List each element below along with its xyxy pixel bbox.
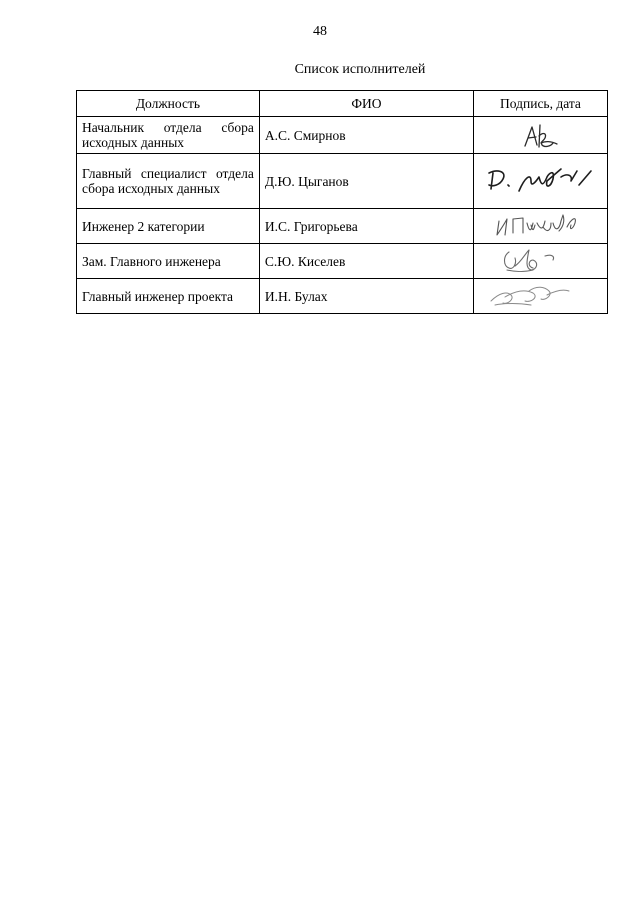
signature-image: [481, 163, 599, 199]
position-cell: Инженер 2 категории: [77, 209, 260, 244]
name-cell: И.С. Григорьева: [259, 209, 473, 244]
signature-image: [485, 211, 595, 241]
header-position: Должность: [77, 91, 260, 117]
table-row: [77, 117, 608, 154]
header-name: ФИО: [259, 91, 473, 117]
signature-image: [485, 281, 595, 311]
table-row: [77, 209, 608, 244]
table-row: [77, 279, 608, 314]
signature-cell: [473, 154, 607, 209]
signature-image: [485, 119, 595, 151]
position-cell: Зам. Главного инженера: [77, 244, 260, 279]
table-header-row: [77, 91, 608, 117]
position-cell: Главный специалист отдела сбора исходных данных: [77, 154, 260, 209]
signature-cell: [473, 209, 607, 244]
page-number: 48: [313, 24, 327, 39]
name-cell: Д.Ю. Цыганов: [259, 154, 473, 209]
table-row: [77, 154, 608, 209]
signature-cell: [473, 117, 607, 154]
performers-table: [76, 90, 608, 314]
signature-cell: [473, 279, 607, 314]
signature-cell: [473, 244, 607, 279]
name-cell: И.Н. Булах: [259, 279, 473, 314]
list-title: Список исполнителей: [294, 62, 426, 77]
table-row: [77, 244, 608, 279]
name-cell: А.С. Смирнов: [259, 117, 473, 154]
signature-image: [485, 246, 595, 276]
position-cell: Начальник отдела сбора исходных данных: [77, 117, 260, 154]
position-cell: Главный инженер проекта: [77, 279, 260, 314]
name-cell: С.Ю. Киселев: [259, 244, 473, 279]
header-signature: Подпись, дата: [473, 91, 607, 117]
